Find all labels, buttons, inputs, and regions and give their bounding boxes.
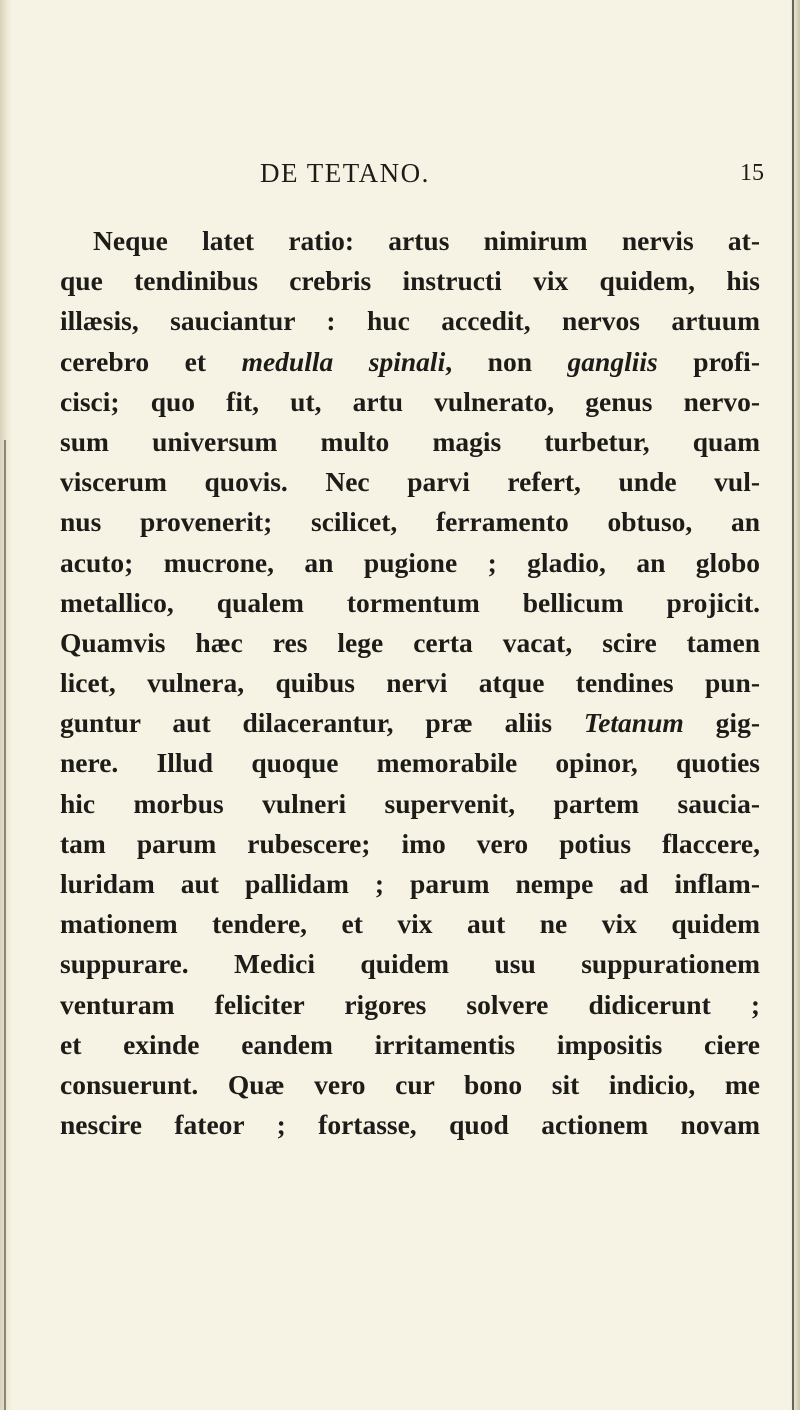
text-line-13 (60, 703, 760, 743)
text-run: cerebro et (60, 345, 242, 377)
text-line-7: viscerum quovis. Nec parvi refert, unde vul- (60, 466, 760, 498)
text-line-19: suppurare. Medici quidem usu suppurationem (60, 948, 760, 980)
text-line-6: sum universum multo magis turbetur, quam (60, 425, 760, 457)
text-line-22: consuerunt. Quæ vero cur bono sit indicio, me (60, 1068, 760, 1100)
text-line-8: nus provenerit; scilicet, ferramento obtuso, an (60, 506, 760, 538)
text-line-14: nere. Illud quoque memorabile opinor, quoties (60, 747, 760, 779)
italic-term-gangliis: gangliis (567, 345, 658, 377)
running-head (0, 158, 800, 198)
text-line-2: que tendinibus crebris instructi vix quidem, his (60, 265, 760, 297)
text-line-18: mationem tendere, et vix aut ne vix quidem (60, 908, 760, 940)
text-line-5: cisci; quo fit, ut, artu vulnerato, genus nervo- (60, 385, 760, 417)
text-line-15: hic morbus vulneri supervenit, partem saucia- (60, 787, 760, 819)
text-run: guntur aut dilacerantur, præ aliis (60, 707, 584, 739)
text-line-11: Quamvis hæc res lege certa vacat, scire tamen (60, 626, 760, 658)
text-line-10: metallico, qualem tormentum bellicum projicit. (60, 586, 760, 618)
text-line-17: luridam aut pallidam ; parum nempe ad inflam- (60, 868, 760, 899)
italic-term-tetanum: Tetanum (583, 707, 684, 739)
binding-shadow-line (4, 440, 6, 1410)
page-number: 15 (740, 160, 764, 186)
body-text (60, 221, 760, 1145)
text-run: , non (445, 345, 568, 377)
text-line-4 (60, 342, 760, 382)
text-line-9: acuto; mucrone, an pugione ; gladio, an globo (60, 546, 760, 578)
page-edge-left (0, 0, 12, 1410)
text-line-12: licet, vulnera, quibus nervi atque tendines pun- (60, 667, 760, 699)
text-line-21: et exinde eandem irritamentis impositis ciere (60, 1028, 760, 1060)
running-title: DE TETANO. (260, 158, 430, 188)
text-line-3: illæsis, sauciantur : huc accedit, nervos artuum (60, 305, 760, 337)
italic-term-medulla-spinali: medulla spinali (241, 345, 446, 377)
text-line-1: Neque latet ratio: artus nimirum nervis at- (93, 225, 760, 256)
page-border-line (792, 0, 794, 1410)
text-run: profi- (657, 345, 760, 377)
text-run: gig- (683, 707, 760, 739)
text-line-16: tam parum rubescere; imo vero potius flaccere, (60, 827, 760, 859)
text-line-20: venturam feliciter rigores solvere didicerunt ; (60, 988, 760, 1020)
text-line-23: nescire fateor ; fortasse, quod actionem novam (60, 1109, 760, 1141)
